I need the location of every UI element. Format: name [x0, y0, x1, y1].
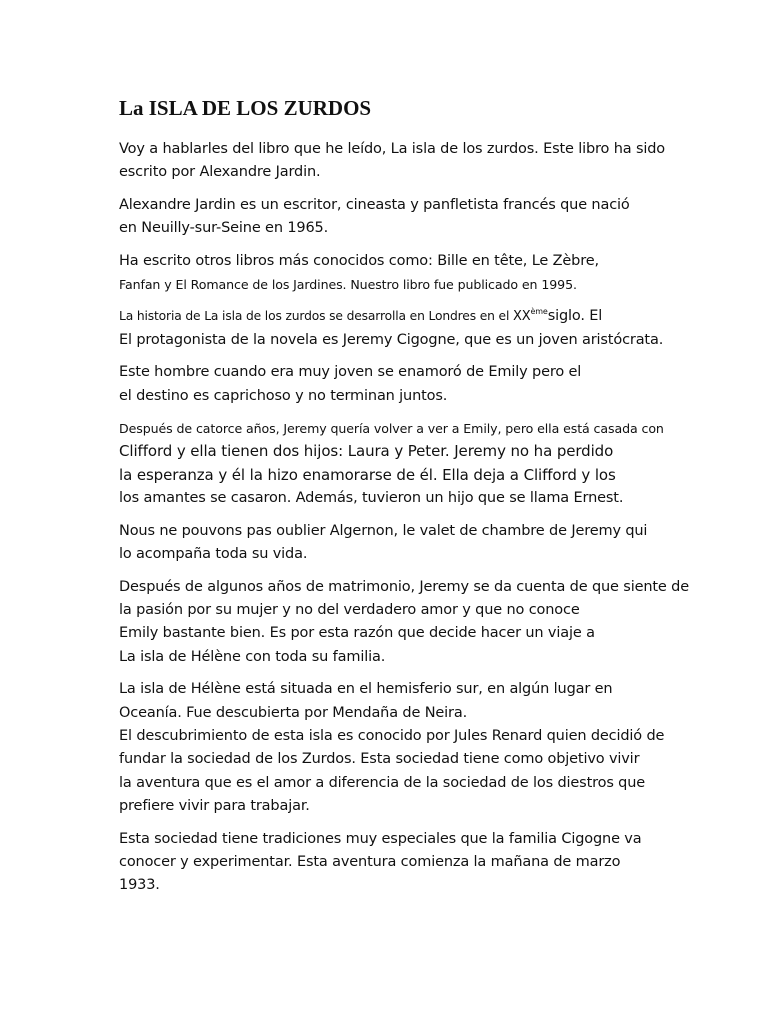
text-line: Después de catorce años, Jeremy quería volver a ver a Emily, pero ella está casada con: [119, 421, 664, 437]
text-line: Nous ne pouvons pas oublier Algernon, le valet de chambre de Jeremy qui: [119, 522, 648, 539]
superscript-suffix: ème: [530, 307, 548, 317]
text-line: Emily bastante bien. Es por esta razón que decide hacer un viaje a: [119, 625, 595, 642]
paragraph-7: [119, 520, 719, 567]
text-line: escrito por Alexandre Jardin.: [119, 164, 321, 181]
paragraph-2: [119, 194, 719, 241]
text-line: Esta sociedad tiene tradiciones muy especiales que la familia Cigogne va: [119, 830, 642, 847]
text-line: lo acompaña toda su vida.: [119, 546, 308, 563]
century-numeral: XX: [512, 309, 531, 325]
text-line: la esperanza y él la hizo enamorarse de él. Ella deja a Clifford y los: [119, 465, 616, 484]
text-line: Este hombre cuando era muy joven se enamoró de Emily pero el: [119, 364, 582, 381]
text-line: La isla de Hélène con toda su familia.: [119, 648, 386, 665]
paragraph-1: [119, 138, 719, 185]
text-line: La isla de Hélène está situada en el hemisferio sur, en algún lugar en: [119, 681, 613, 698]
paragraph-9: [119, 678, 719, 818]
paragraph-10: [119, 828, 719, 898]
paragraph-6: [119, 417, 719, 511]
text-line: El descubrimiento de esta isla es conocido por Jules Renard quien decidió de: [119, 727, 665, 744]
document-body: [119, 138, 719, 907]
text-line: en Neuilly-sur-Seine en 1965.: [119, 220, 329, 237]
text-line: Oceanía. Fue descubierta por Mendaña de Neira.: [119, 704, 468, 721]
document-title: La ISLA DE LOS ZURDOS: [119, 96, 372, 120]
text-line: Clifford y ella tienen dos hijos: Laura y Peter. Jeremy no ha perdido: [119, 442, 614, 461]
paragraph-3: [119, 250, 719, 297]
text-line: prefiere vivir para trabajar.: [119, 798, 310, 815]
text-line: Voy a hablarles del libro que he leído, La isla de los zurdos. Este libro ha sido: [119, 141, 666, 157]
paragraph-5: [119, 361, 719, 408]
text-line: el destino es caprichoso y no terminan juntos.: [119, 387, 448, 404]
text-line-mixed: [119, 305, 719, 328]
text-line: Alexandre Jardin es un escritor, cineasta y panfletista francés que nació: [119, 196, 630, 213]
text-line: la pasión por su mujer y no del verdadero amor y que no conoce: [119, 601, 580, 618]
text-line: los amantes se casaron. Además, tuvieron un hijo que se llama Ernest.: [119, 490, 624, 507]
paragraph-4: [119, 305, 719, 352]
text-line: El protagonista de la novela es Jeremy Cigogne, que es un joven aristócrata.: [119, 331, 664, 348]
text-line: 1933.: [119, 877, 160, 894]
text-line: fundar la sociedad de los Zurdos. Esta sociedad tiene como objetivo vivir: [119, 751, 640, 768]
text-line: la aventura que es el amor a diferencia de la sociedad de los diestros que: [119, 774, 646, 791]
text-run-small: La historia de La isla de los zurdos se desarrolla en Londres en el: [119, 309, 513, 324]
text-line: Después de algunos años de matrimonio, Jeremy se da cuenta de que siente de: [119, 578, 689, 595]
text-line: Fanfan y El Romance de los Jardines. Nuestro libro fue publicado en 1995.: [119, 277, 577, 293]
text-line: Ha escrito otros libros más conocidos como: Bille en tête, Le Zèbre,: [119, 252, 599, 269]
text-run: siglo. El: [547, 308, 603, 325]
paragraph-8: [119, 576, 719, 670]
text-line: conocer y experimentar. Esta aventura comienza la mañana de marzo: [119, 853, 621, 870]
